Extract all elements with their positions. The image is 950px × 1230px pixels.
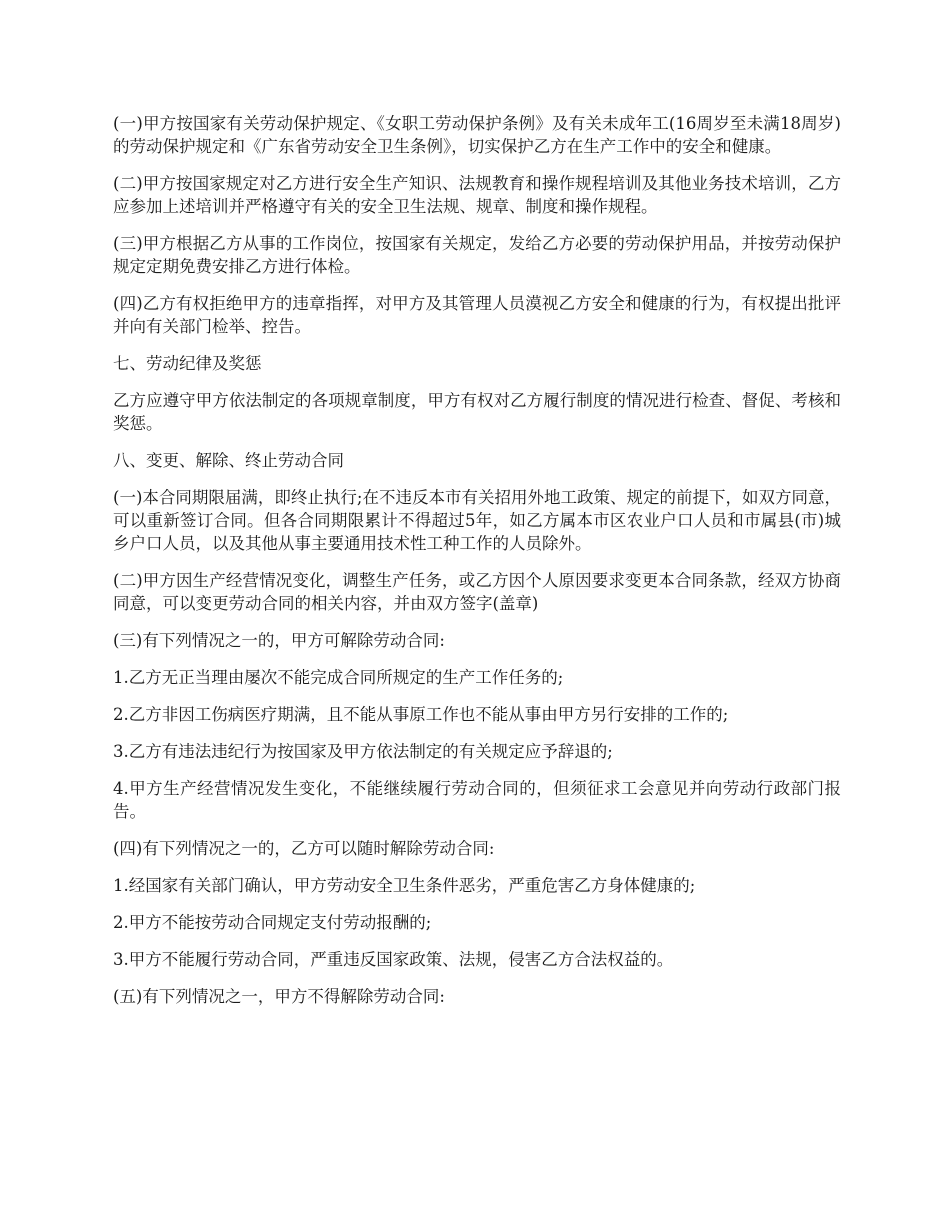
section-heading-contract-change: 八、变更、解除、终止劳动合同 (113, 451, 344, 470)
list-item-employer-termination-3: 3.乙方有违法违纪行为按国家及甲方依法制定的有关规定应予辞退的; (113, 742, 613, 761)
paragraph-safety-2: (二)甲方按国家规定对乙方进行安全生产知识、法规教育和操作规程培训及其他业务技术培训，乙方应参加上述培训并严格遵守有关的安全卫生法规、规章、制度和操作规程。 (113, 174, 841, 216)
paragraph-contract-2: (二)甲方因生产经营情况变化，调整生产任务，或乙方因个人原因要求变更本合同条款，经双方协商同意，可以变更劳动合同的相关内容，并由双方签字(盖章) (113, 571, 841, 613)
paragraph-contract-1: (一)本合同期限届满，即终止执行;在不违反本市有关招用外地工政策、规定的前提下，如双方同意，可以重新签订合同。但各合同期限累计不得超过5年，如乙方属本市区农业户口人员和市属县(市)城乡户口人员，以及其他从事主要通用技术性工种工作的人员除外。 (113, 488, 841, 553)
paragraph-contract-3: (三)有下列情况之一的，甲方可解除劳动合同: (113, 631, 445, 650)
paragraph-discipline: 乙方应遵守甲方依法制定的各项规章制度，甲方有权对乙方履行制度的情况进行检查、督促、考核和奖惩。 (113, 391, 841, 433)
list-item-employer-termination-2: 2.乙方非因工伤病医疗期满，且不能从事原工作也不能从事由甲方另行安排的工作的; (113, 705, 729, 724)
paragraph-contract-5: (五)有下列情况之一，甲方不得解除劳动合同: (113, 987, 445, 1006)
paragraph-safety-4: (四)乙方有权拒绝甲方的违章指挥，对甲方及其管理人员漠视乙方安全和健康的行为，有权提出批评并向有关部门检举、控告。 (113, 294, 841, 336)
list-item-employee-termination-1: 1.经国家有关部门确认，甲方劳动安全卫生条件恶劣，严重危害乙方身体健康的; (113, 876, 696, 895)
list-item-employee-termination-2: 2.甲方不能按劳动合同规定支付劳动报酬的; (113, 913, 432, 932)
paragraph-safety-1: (一)甲方按国家有关劳动保护规定、《女职工劳动保护条例》及有关未成年工(16周岁至未满18周岁)的劳动保护规定和《广东省劳动安全卫生条例》，切实保护乙方在生产工作中的安全和健康。 (113, 114, 841, 156)
paragraph-contract-4: (四)有下列情况之一的，乙方可以随时解除劳动合同: (113, 839, 495, 858)
paragraph-safety-3: (三)甲方根据乙方从事的工作岗位，按国家有关规定，发给乙方必要的劳动保护用品，并按劳动保护规定定期免费安排乙方进行体检。 (113, 234, 841, 276)
list-item-employer-termination-1: 1.乙方无正当理由屡次不能完成合同所规定的生产工作任务的; (113, 668, 564, 687)
list-item-employee-termination-3: 3.甲方不能履行劳动合同，严重违反国家政策、法规，侵害乙方合法权益的。 (113, 950, 674, 969)
list-item-employer-termination-4: 4.甲方生产经营情况发生变化，不能继续履行劳动合同的，但须征求工会意见并向劳动行政部门报告。 (113, 779, 841, 821)
section-heading-discipline: 七、劳动纪律及奖惩 (113, 354, 262, 373)
document-body (113, 112, 841, 1022)
